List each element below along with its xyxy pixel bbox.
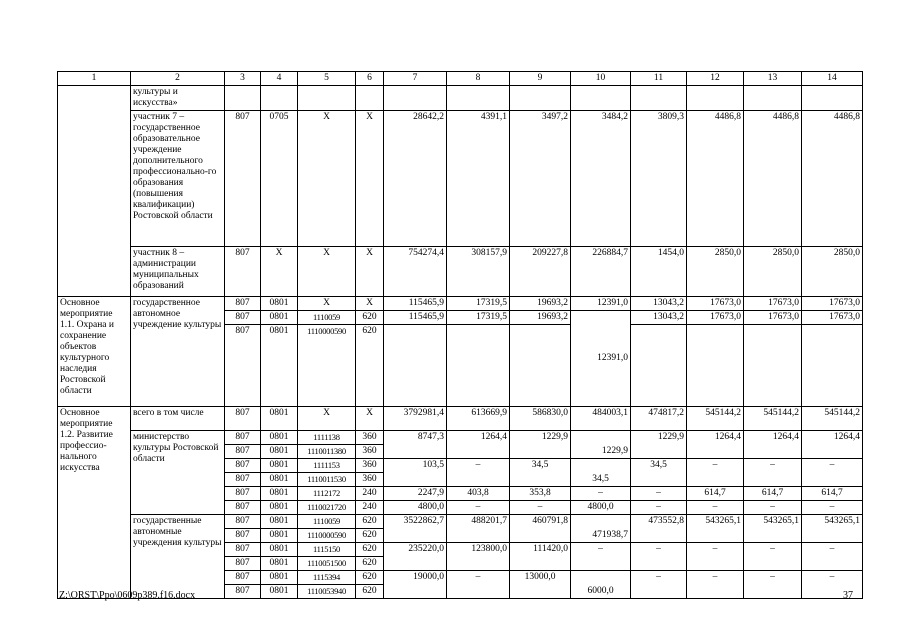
cell: 1110053940: [298, 585, 356, 599]
cell: 807: [225, 297, 261, 311]
cell: 17673,0: [687, 297, 744, 311]
cell: 620: [356, 515, 384, 529]
participant-name: участник 7 – государственное образовательное учреждение дополнительного профессионально-го образования (повышения квалификации) Ростовской области: [131, 111, 225, 247]
cell: [510, 543, 571, 571]
cell: 614,7: [687, 487, 744, 501]
cell: 614,7: [802, 487, 863, 501]
cell-value: 34,5: [592, 474, 609, 484]
cell: [687, 431, 744, 459]
cell: 545144,2: [687, 407, 744, 431]
cell-value: 235220,0: [408, 544, 444, 554]
cell-value: –: [712, 460, 718, 470]
cell: –: [631, 487, 687, 501]
table-row: [58, 86, 863, 111]
cell: 115465,9: [384, 311, 447, 325]
cell: [447, 571, 510, 599]
cell: 17673,0: [744, 311, 802, 325]
cell: 0801: [261, 459, 298, 473]
cell: 28642,2: [384, 111, 447, 247]
cell: Х: [356, 297, 384, 311]
cell: [447, 431, 510, 459]
cell: 807: [225, 473, 261, 487]
cell-value: 1229,9: [541, 432, 568, 442]
cell: Х: [356, 111, 384, 247]
cell: [384, 571, 447, 599]
cell: [744, 431, 802, 459]
table-row: [58, 407, 863, 431]
cell: 0801: [261, 445, 298, 459]
cell: [631, 515, 687, 543]
cell-value: 1229,9: [657, 432, 684, 442]
cell: [631, 571, 687, 599]
cell: 0801: [261, 407, 298, 431]
cell: 0801: [261, 529, 298, 543]
cell: Х: [356, 407, 384, 431]
cell: [802, 571, 863, 599]
cell: 620: [356, 529, 384, 543]
cell: 12391,0: [571, 297, 631, 311]
cell: 474817,2: [631, 407, 687, 431]
cell: [802, 515, 863, 543]
cell: 13043,2: [631, 311, 687, 325]
cell: [744, 515, 802, 543]
cell: [631, 431, 687, 459]
cell: 807: [225, 445, 261, 459]
footer-page-number: 37: [843, 590, 853, 601]
cell: 3809,3: [631, 111, 687, 247]
cell: Х: [356, 247, 384, 297]
cell: [687, 459, 744, 487]
cell: 17319,5: [447, 297, 510, 311]
cell-value: –: [770, 544, 775, 554]
cell: 0801: [261, 557, 298, 571]
cell-value: 1264,4: [833, 432, 860, 442]
cell: [447, 459, 510, 487]
table-row: [58, 431, 863, 445]
header-row: [58, 72, 863, 86]
cell: [744, 543, 802, 571]
cell: 0801: [261, 487, 298, 501]
cell-empty: [58, 86, 131, 297]
cell: 13043,2: [631, 297, 687, 311]
cell: 2850,0: [802, 247, 863, 297]
cell: 807: [225, 529, 261, 543]
table-row: [58, 515, 863, 529]
cell-value: –: [475, 572, 481, 582]
cell: [631, 543, 687, 571]
cell: 4486,8: [744, 111, 802, 247]
cell-value: 488201,7: [471, 516, 507, 526]
footer-file-path: Z:\ORST\Ppo\0609p389.f16.docx: [59, 590, 196, 601]
cell: 1111153: [298, 459, 356, 473]
cell: [802, 431, 863, 459]
cell: 807: [225, 585, 261, 599]
cell: [744, 571, 802, 599]
cell: 0801: [261, 325, 298, 407]
cell: 1112172: [298, 487, 356, 501]
cell: 807: [225, 311, 261, 325]
cell: 807: [225, 247, 261, 297]
cell: 240: [356, 501, 384, 515]
cell: 0801: [261, 515, 298, 529]
executor-name: государственное автономное учреждение культуры: [131, 297, 225, 407]
participant-name: культуры и искусства»: [131, 86, 225, 111]
cell: [384, 543, 447, 571]
header-cell: 3: [225, 72, 261, 86]
cell: 360: [356, 431, 384, 445]
cell: 4486,8: [687, 111, 744, 247]
cell-value: 111420,0: [533, 544, 568, 554]
cell: [510, 431, 571, 459]
cell-value: 19000,0: [413, 572, 444, 582]
cell: 115465,9: [384, 297, 447, 311]
cell: [384, 431, 447, 459]
cell-value: –: [770, 572, 775, 582]
cell-value: 1229,9: [601, 446, 628, 456]
cell: 17673,0: [687, 311, 744, 325]
table-row: [58, 247, 863, 297]
cell-value: –: [656, 572, 661, 582]
cell: 1110051500: [298, 557, 356, 571]
cell: –: [687, 501, 744, 515]
cell: 0801: [261, 543, 298, 557]
cell: 545144,2: [744, 407, 802, 431]
cell: 3484,2: [571, 111, 631, 247]
cell: 0801: [261, 501, 298, 515]
cell: 807: [225, 111, 261, 247]
cell-value: –: [712, 544, 718, 554]
cell-value: 8747,3: [417, 432, 444, 442]
cell: 1115394: [298, 571, 356, 585]
cell: [802, 459, 863, 487]
cell: 620: [356, 557, 384, 571]
cell: [571, 543, 631, 571]
cell: [571, 431, 631, 459]
cell: 4800,0: [384, 501, 447, 515]
cell-value: 460791,8: [532, 516, 568, 526]
header-cell: 14: [802, 72, 863, 86]
cell: 1110000590: [298, 325, 356, 407]
cell: 2247,9: [384, 487, 447, 501]
cell: 807: [225, 487, 261, 501]
cell: 614,7: [744, 487, 802, 501]
cell: 620: [356, 571, 384, 585]
header-cell: 2: [131, 72, 225, 86]
cell: 0801: [261, 297, 298, 311]
cell-value: 1264,4: [714, 432, 741, 442]
cell: 620: [356, 325, 384, 407]
cell: 17673,0: [802, 311, 863, 325]
cell: 620: [356, 585, 384, 599]
cell: 4391,1: [447, 111, 510, 247]
cell: [510, 459, 571, 487]
cell-value: –: [712, 572, 718, 582]
cell-value: 13000,0: [524, 572, 556, 582]
header-cell: 4: [261, 72, 298, 86]
cell: 403,8: [447, 487, 510, 501]
cell: 1110011380: [298, 445, 356, 459]
cell: 620: [356, 543, 384, 557]
cell: 1110011530: [298, 473, 356, 487]
cell: [447, 515, 510, 543]
header-cell: 5: [298, 72, 356, 86]
cell: 308157,9: [447, 247, 510, 297]
cell: 754274,4: [384, 247, 447, 297]
cell-value: 103,5: [422, 460, 444, 470]
cell: [571, 459, 631, 487]
cell: 17673,0: [744, 297, 802, 311]
cell: 1110021720: [298, 501, 356, 515]
cell-value: 543265,1: [763, 516, 799, 526]
cell: [510, 515, 571, 543]
cell: 209227,8: [510, 247, 571, 297]
cell-value: 12391,0: [597, 353, 628, 363]
header-cell: 11: [631, 72, 687, 86]
cell: 360: [356, 445, 384, 459]
cell-value: –: [829, 460, 835, 470]
cell: 2850,0: [687, 247, 744, 297]
header-cell: 12: [687, 72, 744, 86]
cell: [571, 311, 631, 407]
cell: 2850,0: [744, 247, 802, 297]
executor-name: министерство культуры Ростовской области: [131, 431, 225, 515]
cell: 586830,0: [510, 407, 571, 431]
cell-value: 3522862,7: [403, 516, 444, 526]
cell-value: 34,5: [531, 460, 549, 470]
cell: 4486,8: [802, 111, 863, 247]
cell: 807: [225, 431, 261, 445]
table-row: [58, 297, 863, 311]
measure-name: Основное мероприятие 1.1. Охрана и сохранение объектов культурного наследия Ростовской области: [58, 297, 131, 407]
cell-value: 34,5: [650, 460, 667, 470]
cell: [687, 515, 744, 543]
cell: 226884,7: [571, 247, 631, 297]
cell: 807: [225, 543, 261, 557]
cell-value: 473552,8: [648, 516, 684, 526]
cell: 545144,2: [802, 407, 863, 431]
cell: 19693,2: [510, 311, 571, 325]
executor-name: всего в том числе: [131, 407, 225, 431]
cell: 17319,5: [447, 311, 510, 325]
measure-name: Основное мероприятие 1.2. Развитие профессио-нального искусства: [58, 407, 131, 599]
cell: [447, 543, 510, 571]
cell: 3792981,4: [384, 407, 447, 431]
cell: 19693,2: [510, 297, 571, 311]
cell: 807: [225, 557, 261, 571]
cell: [384, 459, 447, 487]
cell: 1110059: [298, 311, 356, 325]
cell-value: –: [770, 460, 775, 470]
cell: [802, 543, 863, 571]
cell: 1111138: [298, 431, 356, 445]
header-cell: 8: [447, 72, 510, 86]
cell-value: –: [598, 544, 603, 554]
executor-name: государственные автономные учреждения культуры: [131, 515, 225, 599]
cell-value: 543265,1: [824, 516, 860, 526]
cell: [571, 515, 631, 543]
cell: 0705: [261, 111, 298, 247]
cell: [687, 571, 744, 599]
cell-value: 471938,7: [592, 530, 628, 540]
cell: Х: [298, 407, 356, 431]
cell: 1110059: [298, 515, 356, 529]
cell: 620: [356, 311, 384, 325]
header-cell: 1: [58, 72, 131, 86]
cell: 3497,2: [510, 111, 571, 247]
cell: [744, 459, 802, 487]
header-cell: 9: [510, 72, 571, 86]
cell-value: –: [656, 544, 661, 554]
cell: [571, 571, 631, 599]
cell: 240: [356, 487, 384, 501]
cell-value: –: [829, 544, 835, 554]
cell: Х: [298, 247, 356, 297]
cell: 807: [225, 501, 261, 515]
cell: [631, 459, 687, 487]
cell: 1115150: [298, 543, 356, 557]
cell: 1110000590: [298, 529, 356, 543]
cell: 0801: [261, 311, 298, 325]
cell: [687, 543, 744, 571]
cell: –: [510, 501, 571, 515]
cell-value: –: [475, 460, 481, 470]
cell: 484003,1: [571, 407, 631, 431]
cell: 360: [356, 473, 384, 487]
cell: 4800,0: [571, 501, 631, 515]
cell: Х: [261, 247, 298, 297]
header-cell: 10: [571, 72, 631, 86]
cell: 613669,9: [447, 407, 510, 431]
cell: [510, 571, 571, 599]
cell: –: [802, 501, 863, 515]
cell: 353,8: [510, 487, 571, 501]
cell: 0801: [261, 473, 298, 487]
participant-name: участник 8 – администрации муниципальных образований: [131, 247, 225, 297]
header-cell: 6: [356, 72, 384, 86]
cell: 807: [225, 571, 261, 585]
cell-value: 543265,1: [705, 516, 741, 526]
cell: 0801: [261, 585, 298, 599]
cell: 360: [356, 459, 384, 473]
cell: –: [571, 487, 631, 501]
cell: 0801: [261, 571, 298, 585]
cell: 807: [225, 407, 261, 431]
cell-value: 6000,0: [587, 586, 614, 596]
cell: 0801: [261, 431, 298, 445]
cell-value: 123800,0: [471, 544, 507, 554]
budget-table: [57, 71, 863, 599]
cell: 17673,0: [802, 297, 863, 311]
cell: [384, 515, 447, 543]
table-row: [58, 111, 863, 247]
cell: 1454,0: [631, 247, 687, 297]
cell: –: [447, 501, 510, 515]
cell-value: 1264,4: [772, 432, 799, 442]
header-cell: 7: [384, 72, 447, 86]
cell: –: [631, 501, 687, 515]
header-cell: 13: [744, 72, 802, 86]
cell: 807: [225, 515, 261, 529]
cell-value: –: [829, 572, 835, 582]
cell: 807: [225, 325, 261, 407]
cell-value: 1264,4: [480, 432, 507, 442]
cell: Х: [298, 297, 356, 311]
cell: Х: [298, 111, 356, 247]
cell: 807: [225, 459, 261, 473]
cell: –: [744, 501, 802, 515]
